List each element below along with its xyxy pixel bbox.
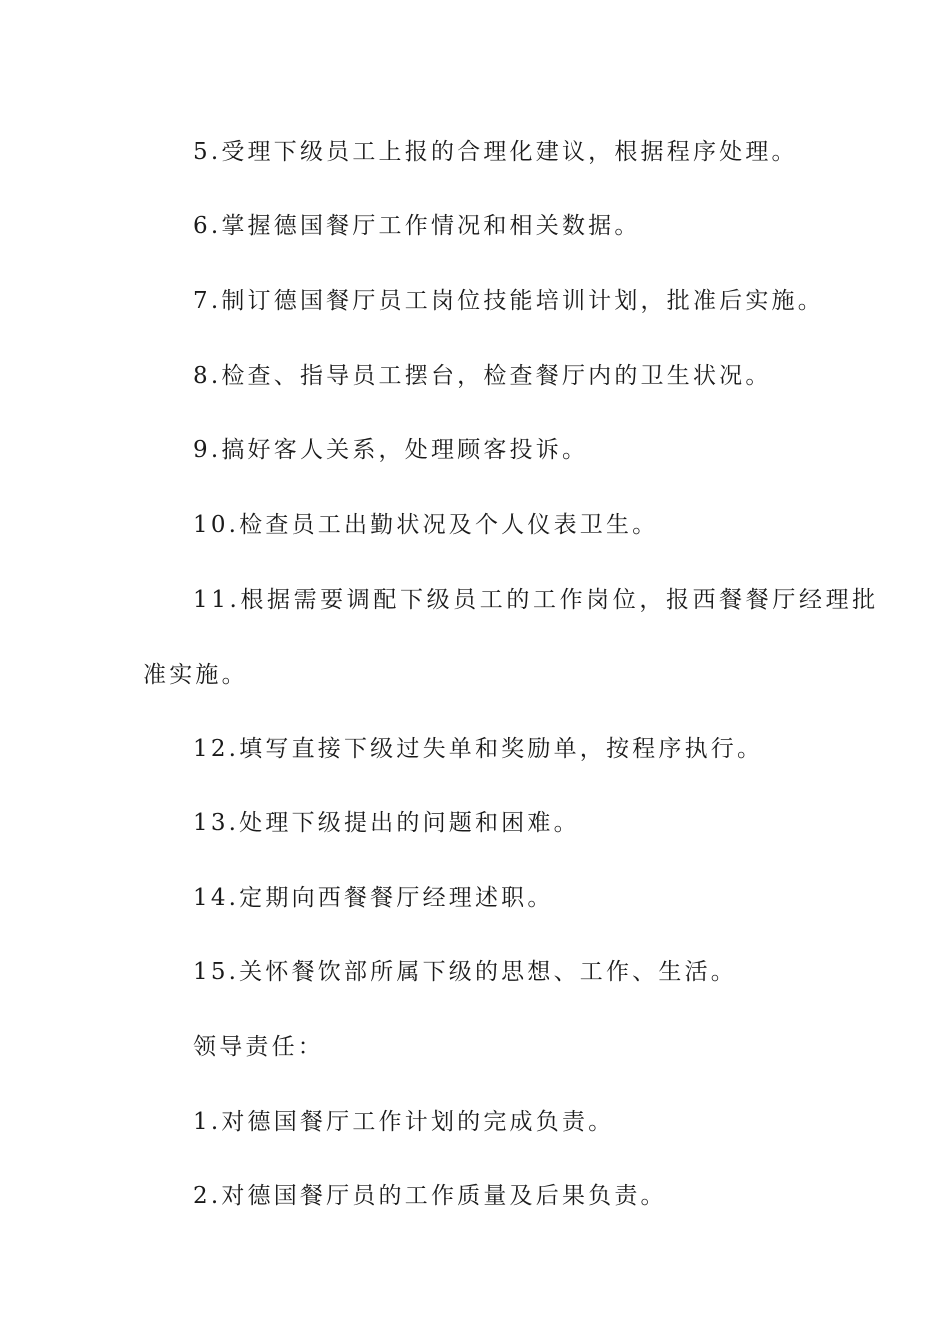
duty-item-11-continuation: 准实施。 bbox=[143, 662, 248, 688]
duty-item-5: 5.受理下级员工上报的合理化建议，根据程序处理。 bbox=[193, 139, 798, 165]
section-heading-leadership-responsibility: 领导责任： bbox=[193, 1034, 324, 1060]
duty-item-10: 10.检查员工出勤状况及个人仪表卫生。 bbox=[193, 512, 659, 538]
duty-item-15: 15.关怀餐饮部所属下级的思想、工作、生活。 bbox=[193, 959, 737, 985]
duty-item-9: 9.搞好客人关系，处理顾客投诉。 bbox=[193, 437, 589, 463]
duty-item-12: 12.填写直接下级过失单和奖励单，按程序执行。 bbox=[193, 736, 764, 762]
duty-item-8: 8.检查、指导员工摆台，检查餐厅内的卫生状况。 bbox=[193, 363, 772, 389]
duty-item-6: 6.掌握德国餐厅工作情况和相关数据。 bbox=[193, 213, 641, 239]
duty-item-14: 14.定期向西餐餐厅经理述职。 bbox=[193, 885, 554, 911]
responsibility-item-2: 2.对德国餐厅员的工作质量及后果负责。 bbox=[193, 1183, 667, 1209]
duty-item-7: 7.制订德国餐厅员工岗位技能培训计划，批准后实施。 bbox=[193, 288, 824, 314]
duty-item-13: 13.处理下级提出的问题和困难。 bbox=[193, 810, 580, 836]
responsibility-item-1: 1.对德国餐厅工作计划的完成负责。 bbox=[193, 1109, 615, 1135]
duty-item-11: 11.根据需要调配下级员工的工作岗位，报西餐餐厅经理批 bbox=[193, 587, 879, 613]
